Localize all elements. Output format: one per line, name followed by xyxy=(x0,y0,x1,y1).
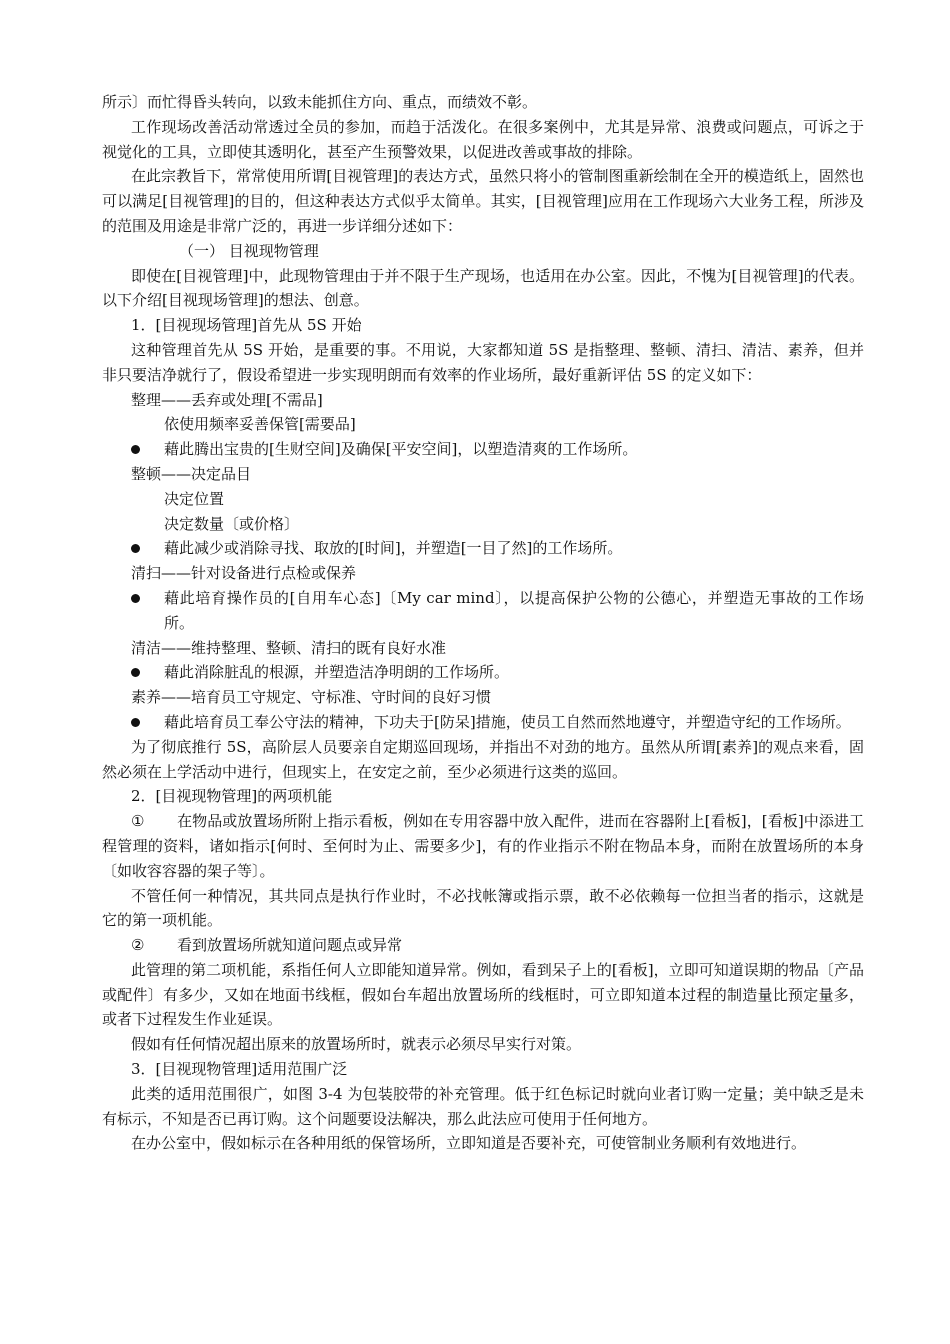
numbered-paragraph xyxy=(102,809,864,883)
paragraph: 在此宗教旨下，常常使用所谓[目视管理]的表达方式，虽然只将小的管制图重新绘制在全开的模造纸上，固然也可以满足[目视管理]的目的，但这种表达方式似乎太简单。其实，[目视管理]应用在工作现场六大业务工程，所涉及的范围及用途是非常广泛的，再进一步详细分述如下： xyxy=(102,167,864,235)
paragraph: 这种管理首先从 5S 开始，是重要的事。不用说，大家都知道 5S 是指整理、整顿、清扫、清洁、素养，但并非只要洁净就行了，假设希望进一步实现明朗而有效率的作业场所，最好重新评估 5S 的定义如下： xyxy=(102,340,864,384)
subsection-heading: 1．[目视现场管理]首先从 5S 开始 xyxy=(131,316,362,335)
bullet-item xyxy=(102,660,864,685)
bullet-text: 藉此腾出宝贵的[生财空间]及确保[平安空间]，以塑造清爽的工作场所。 xyxy=(164,440,638,459)
bullet-item xyxy=(102,437,864,462)
bullet-text: 藉此培育操作员的[自用车心态]〔My car mind〕，以提高保护公物的公德心，并塑造无事故的工作场所。 xyxy=(164,588,864,632)
subsection-heading: 2．[目视现物管理]的两项机能 xyxy=(131,787,333,806)
paragraph: 为了彻底推行 5S，高阶层人员要亲自定期巡回现场，并指出不对劲的地方。虽然从所谓[素养]的观点来看，固然必须在上学活动中进行，但现实上，在安定之前，至少必须进行这类的巡回。 xyxy=(102,737,864,781)
paragraph: 工作现场改善活动常透过全员的参加，而趋于活泼化。在很多案例中，尤其是异常、浪费或问题点，可诉之于视觉化的工具，立即使其透明化，甚至产生预警效果，以促进改善或事故的排除。 xyxy=(102,117,864,161)
definition-line: 清洁——维持整理、整顿、清扫的既有良好水准 xyxy=(131,638,447,657)
bullet-item xyxy=(102,586,864,636)
bullet-icon xyxy=(131,594,140,603)
definition-line: 素养——培育员工守规定、守标准、守时间的良好习惯 xyxy=(131,688,492,707)
bullet-icon xyxy=(131,445,140,454)
subsection-heading: 3．[目视现物管理]适用范围广泛 xyxy=(131,1060,348,1079)
paragraph: 即使在[目视管理]中，此现物管理由于并不限于生产现场，也适用在办公室。因此，不愧为[目视管理]的代表。以下介绍[目视现场管理]的想法、创意。 xyxy=(102,266,864,310)
circled-number: ② xyxy=(131,936,145,955)
definition-line: 依使用频率妥善保管[需要品] xyxy=(164,415,356,434)
section-heading: （一） 目视现物管理 xyxy=(179,241,319,260)
paragraph: 假如有任何情况超出原来的放置场所时，就表示必须尽早实行对策。 xyxy=(131,1035,582,1054)
paragraph: 此类的适用范围很广，如图 3-4 为包装胶带的补充管理。低于红色标记时就向业者订购一定量；美中缺乏是未有标示，不知是否已再订购。这个问题要设法解决，那么此法应可使用于任何地方。 xyxy=(102,1084,864,1128)
document-page xyxy=(102,90,864,1156)
paragraph: 在办公室中，假如标示在各种用纸的保管场所，立即知道是否要补充，可使管制业务顺利有效地进行。 xyxy=(131,1134,807,1153)
numbered-heading xyxy=(102,933,864,958)
circled-number: ① xyxy=(131,812,145,831)
bullet-icon xyxy=(131,718,140,727)
numbered-text: 在物品或放置场所附上指示看板，例如在专用容器中放入配件，进而在容器附上[看板]，[看板]中添进工程管理的资料，诸如指示[何时、至何时为止、需要多少]，有的作业指示不附在物品本身，而附在放置场所的本身〔如收容容器的架子等〕。 xyxy=(102,812,864,880)
definition-line: 整顿——决定品目 xyxy=(131,464,252,483)
bullet-text: 藉此培育员工奉公守法的精神，下功夫于[防呆]措施，使员工自然而然地遵守，并塑造守纪的工作场所。 xyxy=(164,712,851,731)
definition-line: 清扫——针对设备进行点检或保养 xyxy=(131,564,357,583)
paragraph: 所示〕而忙得昏头转向，以致未能抓住方向、重点，而绩效不彰。 xyxy=(102,93,538,111)
bullet-item xyxy=(102,710,864,735)
bullet-text: 藉此减少或消除寻找、取放的[时间]，并塑造[一目了然]的工作场所。 xyxy=(164,539,623,558)
bullet-icon xyxy=(131,668,140,677)
bullet-text: 藉此消除脏乱的根源，并塑造洁净明朗的工作场所。 xyxy=(164,663,510,682)
definition-line: 决定数量〔或价格〕 xyxy=(164,514,300,533)
paragraph: 不管任何一种情况，其共同点是执行作业时，不必找帐簿或指示票，敢不必依赖每一位担当者的指示，这就是它的第一项机能。 xyxy=(102,886,864,930)
bullet-icon xyxy=(131,544,140,553)
paragraph: 此管理的第二项机能，系指任何人立即能知道异常。例如，看到呆子上的[看板]，立即可知道误期的物品〔产品或配件〕有多少，又如在地面书线框，假如台车超出放置场所的线框时，可立即知道本过程的制造量比预定量多，或者下过程发生作业延误。 xyxy=(102,960,864,1029)
numbered-text: 看到放置场所就知道问题点或异常 xyxy=(177,936,403,955)
definition-line: 决定位置 xyxy=(164,489,225,508)
definition-line: 整理——丢弃或处理[不需品] xyxy=(131,390,323,409)
bullet-item xyxy=(102,536,864,561)
